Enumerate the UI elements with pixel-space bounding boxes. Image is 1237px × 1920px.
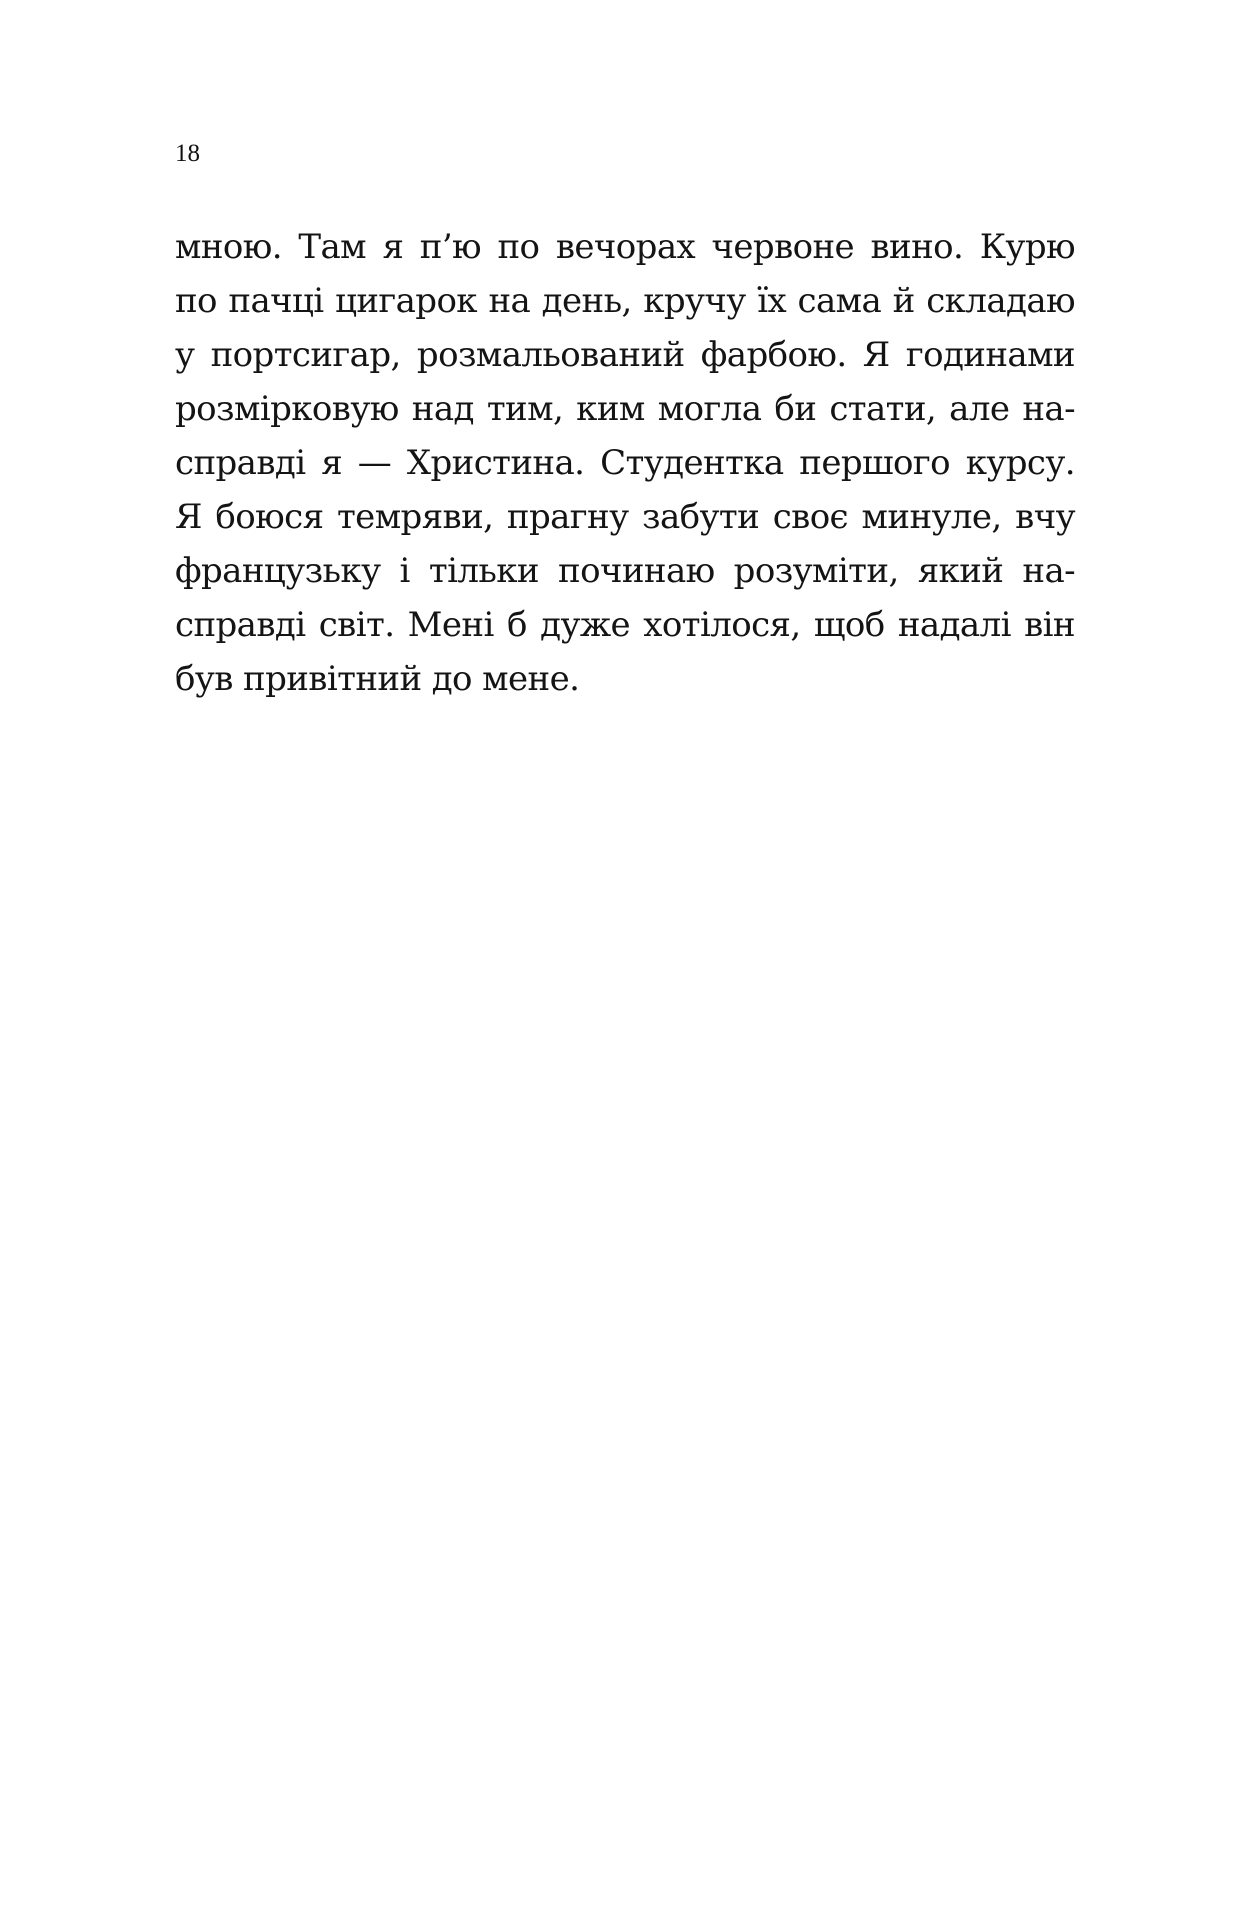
text-line: справді світ. Мені б дуже хотілося, щоб надалі він	[175, 605, 1075, 645]
page-number: 18	[175, 140, 200, 167]
text-line: по пачці цигарок на день, кручу їх сама й складаю	[175, 281, 1075, 321]
paragraph	[175, 220, 1075, 706]
text-line: Я боюся темряви, прагну забути своє минуле, вчу	[175, 497, 1075, 537]
text-line: розмірковую над тим, ким могла би стати, але на-	[175, 389, 1075, 429]
text-line: французьку і тільки починаю розуміти, який на-	[175, 551, 1075, 591]
text-line-last: був привітний до мене.	[175, 659, 580, 699]
text-line: мною. Там я п’ю по вечорах червоне вино. Курю	[175, 227, 1075, 267]
text-line: у портсигар, розмальований фарбою. Я годинами	[175, 335, 1075, 375]
text-line: справді я — Христина. Студентка першого курсу.	[175, 443, 1075, 483]
